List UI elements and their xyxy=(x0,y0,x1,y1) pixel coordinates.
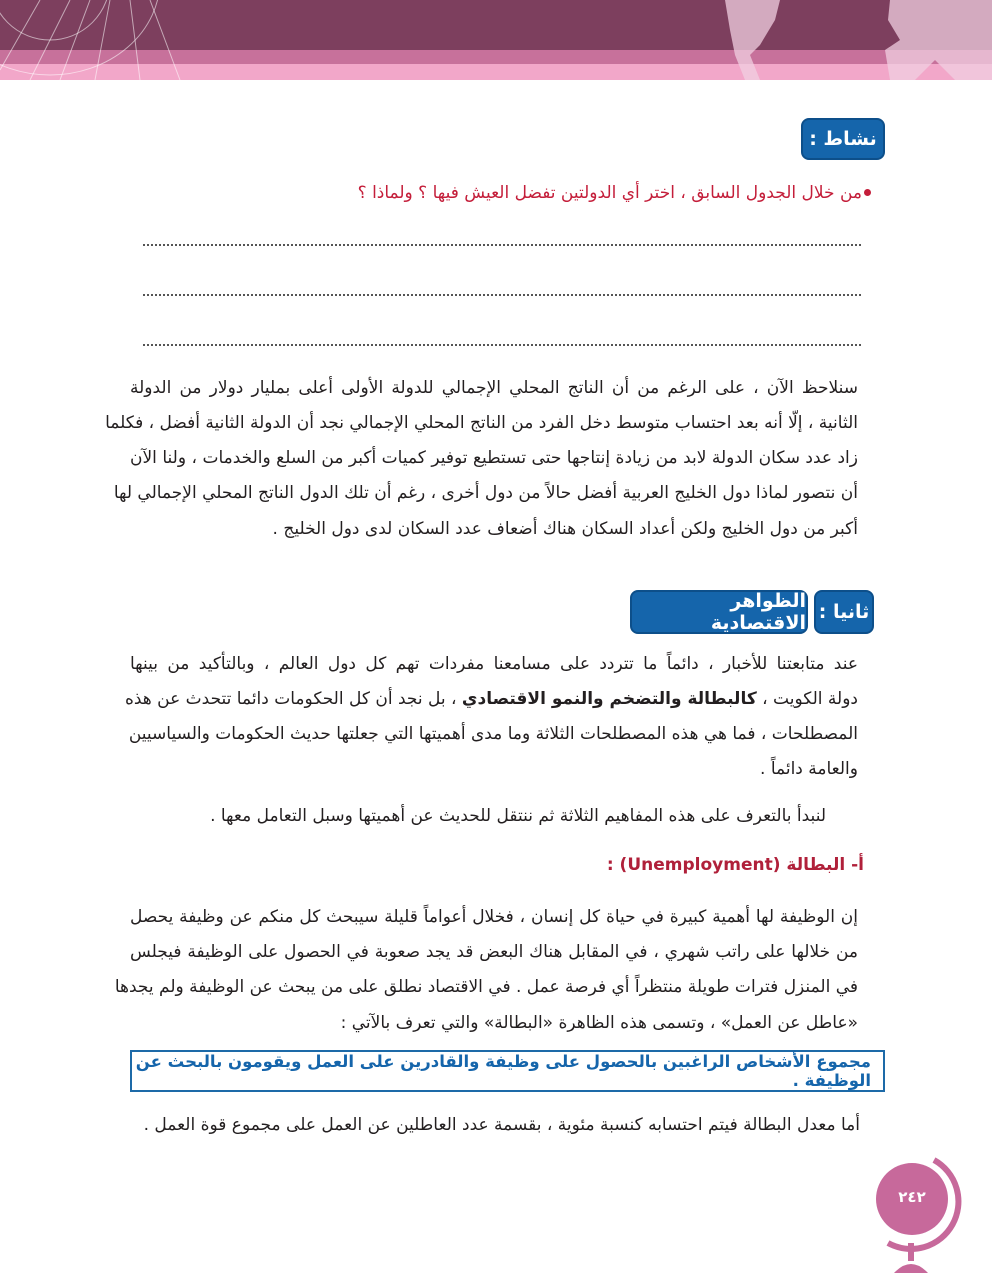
paragraph4-line: في المنزل فترات طويلة منتظراً أي فرصة عمل . في الاقتصاد نطلق على من يبحث عن الوظيفة ولم يجدها xyxy=(114,977,858,997)
paragraph4-line: «عاطل عن العمل» ، وتسمى هذه الظاهرة «البطالة» والتي تعرف بالآتي : xyxy=(340,1013,858,1033)
section-number xyxy=(814,590,874,634)
answer-line[interactable] xyxy=(143,244,861,246)
paragraph2-line xyxy=(124,687,858,711)
world-map-icon xyxy=(690,0,992,80)
paragraph1-line: أكبر من دول الخليج ولكن أعداد السكان هناك أضعاف عدد السكان لدى دول الخليج . xyxy=(272,519,858,539)
globe-grid-icon xyxy=(0,0,230,80)
paragraph2-line: المصطلحات ، فما هي هذه المصطلحات الثلاثة وما مدى أهميتها التي جعلتها حديث الحكومات والسياسيين xyxy=(128,724,858,744)
answer-line[interactable] xyxy=(143,344,861,346)
globe-page-icon xyxy=(868,1155,968,1276)
bullet-icon xyxy=(864,189,871,196)
subheading-unemployment: أ- البطالة (Unemployment) : xyxy=(606,855,864,875)
paragraph1-line: أن نتصور لماذا دول الخليج العربية أفضل حالاً من دول أخرى ، رغم أن تلك الدول الناتج المحلي الإجمالي لها xyxy=(113,483,858,503)
paragraph1-line: الثانية ، إلّا أنه بعد احتساب متوسط دخل الفرد من الناتج المحلي الإجمالي نجد أن الدولة الثانية أفضل ، فكلما xyxy=(105,413,858,433)
activity-label: نشاط : xyxy=(801,118,885,160)
text: دولة الكويت ، xyxy=(756,689,858,709)
bold-terms: كالبطالة والتضخم والنمو الاقتصادي xyxy=(461,689,757,709)
paragraph1-line: سنلاحظ الآن ، على الرغم من أن الناتج المحلي الإجمالي للدولة الأولى أعلى بمليار دولار من الدولة xyxy=(130,378,858,398)
paragraph2-line: والعامة دائماً . xyxy=(760,759,858,779)
paragraph5: أما معدل البطالة فيتم احتسابه كنسبة مئوية ، بقسمة عدد العاطلين عن العمل على مجموع قوة العمل . xyxy=(143,1115,860,1135)
section-colon: : xyxy=(818,601,827,623)
activity-question: من خلال الجدول السابق ، اختر أي الدولتين تفضل العيش فيها ؟ ولماذا ؟ xyxy=(357,183,862,203)
section-number-text: ثانيا xyxy=(832,601,870,623)
paragraph4-line: إن الوظيفة لها أهمية كبيرة في حياة كل إنسان ، فخلال أعواماً قليلة سيبحث كل منكم عن وظيفة يحصل xyxy=(130,907,858,927)
answer-line[interactable] xyxy=(143,294,861,296)
paragraph1-line: زاد عدد سكان الدولة لابد من زيادة إنتاجها حتى تستطيع توفير كميات أكبر من السلع والخدمات ، ولنا الآن xyxy=(130,448,858,468)
paragraph2-line: عند متابعتنا للأخبار ، دائماً ما تتردد على مسامعنا مفردات تهم كل دول العالم ، وبالتأكيد من بينها xyxy=(130,654,858,674)
text: ، بل نجد أن كل الحكومات دائما تتحدث عن هذه xyxy=(124,689,462,709)
section-title: الظواهر الاقتصادية xyxy=(630,590,808,634)
page-header-banner xyxy=(0,0,992,80)
definition-box: مجموع الأشخاص الراغبين بالحصول على وظيفة والقادرين على العمل ويقومون بالبحث عن الوظيفة . xyxy=(130,1050,885,1092)
paragraph3: لنبدأ بالتعرف على هذه المفاهيم الثلاثة ثم ننتقل للحديث عن أهميتها وسبل التعامل معها . xyxy=(210,806,826,826)
paragraph4-line: من خلالها على راتب شهري ، في المقابل هناك البعض قد يجد صعوبة في الحصول على الوظيفة فيجلس xyxy=(130,942,858,962)
page-number: ٢٤٢ xyxy=(898,1188,926,1206)
